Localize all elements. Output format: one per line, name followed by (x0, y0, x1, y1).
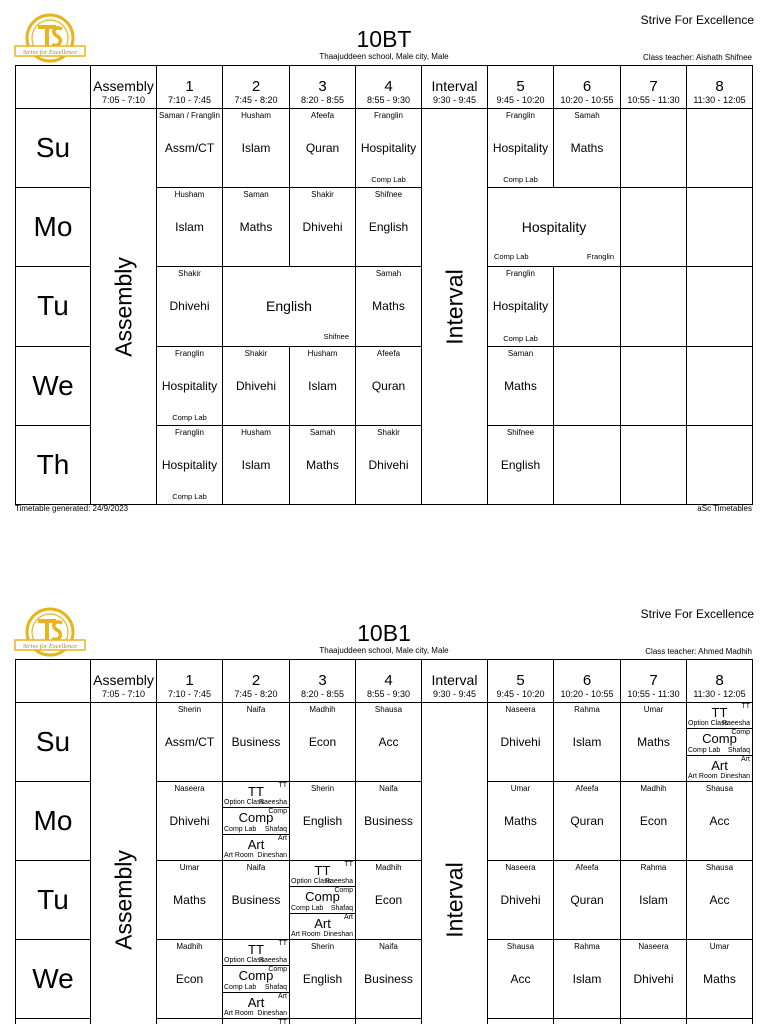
empty-cell (687, 425, 753, 504)
option-art[interactable]: Art Art Art Room Dineshan (224, 992, 287, 1017)
header-corner (16, 66, 91, 109)
lesson-cell[interactable]: Saman Maths (488, 346, 554, 425)
lesson-cell[interactable]: Naifa Business (356, 782, 422, 861)
lesson-cell[interactable]: Umar Maths (157, 861, 223, 940)
option-block-cell[interactable] (290, 861, 356, 940)
header-corner (16, 660, 91, 703)
generated-date: Timetable generated: 24/9/2023 (15, 504, 129, 513)
period-header-interval: Interval 9:30 - 9:45 (422, 66, 488, 109)
lesson-cell[interactable]: Naseera Dhivehi (488, 703, 554, 782)
lesson-cell[interactable]: Afeefa Quran (356, 346, 422, 425)
lesson-cell[interactable]: Shausa Acc (687, 782, 753, 861)
motto-text: Strive For Excellence (640, 607, 754, 621)
svg-text:Strive for Excellence: Strive for Excellence (22, 49, 78, 56)
day-label: Tu (16, 267, 91, 346)
timetable-sheet-10b1 (0, 594, 768, 1024)
lesson-cell[interactable]: Naifa Business (223, 861, 290, 940)
empty-cell (554, 346, 621, 425)
assembly-column: Assembly (91, 703, 157, 1024)
lesson-cell[interactable]: Shausa Acc (356, 703, 422, 782)
option-tt[interactable]: TT (278, 1019, 287, 1024)
day-label: We (16, 940, 91, 1019)
day-label: Tu (16, 861, 91, 940)
interval-column: Interval (422, 703, 488, 1024)
lesson-cell[interactable]: Saman / Franglin Assm/CT (157, 109, 223, 188)
period-header-1: 1 7:10 - 7:45 (157, 66, 223, 109)
day-label: Su (16, 703, 91, 782)
svg-text:Strive for Excellence: Strive for Excellence (22, 643, 78, 650)
lesson-cell[interactable]: Naseera Dhivehi (621, 940, 687, 1019)
period-header-3: 3 8:20 - 8:55 (290, 66, 356, 109)
day-label: Su (16, 109, 91, 188)
lesson-cell[interactable]: Madhih Econ (157, 940, 223, 1019)
empty-cell (687, 188, 753, 267)
lesson-cell[interactable]: Umar Maths (488, 782, 554, 861)
period-header-7: 7 10:55 - 11:30 (621, 66, 687, 109)
empty-cell (621, 188, 687, 267)
lesson-cell[interactable]: Sherin English (290, 940, 356, 1019)
empty-cell (687, 109, 753, 188)
empty-cell (621, 109, 687, 188)
lesson-cell[interactable]: Samah Maths (290, 425, 356, 504)
option-comp[interactable]: Comp Comp Comp Lab Shafaq (224, 808, 287, 833)
option-tt[interactable]: TT TT Option Class Raeesha (291, 861, 353, 886)
lesson-cell[interactable]: Samah Maths (554, 109, 621, 188)
period-header-7: 7 10:55 - 11:30 (621, 660, 687, 703)
day-label: We (16, 346, 91, 425)
day-row-su (16, 703, 753, 782)
lesson-cell[interactable]: Naifa Business (356, 940, 422, 1019)
lesson-cell[interactable]: Saman Maths (223, 188, 290, 267)
period-header-2: 2 7:45 - 8:20 (223, 66, 290, 109)
class-title: 10BT (356, 26, 412, 52)
option-comp[interactable]: Comp Comp Comp Lab Shafaq (224, 966, 287, 991)
class-title: 10B1 (357, 620, 411, 646)
lesson-cell[interactable]: Samah Maths (356, 267, 422, 346)
lesson-cell[interactable]: Madhih Econ (356, 861, 422, 940)
empty-cell (621, 346, 687, 425)
lesson-cell[interactable]: Naseera Dhivehi (488, 861, 554, 940)
lesson-cell[interactable]: Husham Islam (290, 346, 356, 425)
period-header-interval: Interval 9:30 - 9:45 (422, 660, 488, 703)
option-art[interactable]: Art Art Art Room Dineshan (688, 755, 750, 780)
school-name: Thaajuddeen school, Male city, Male (319, 646, 449, 655)
option-block-cell[interactable] (223, 1019, 290, 1024)
empty-cell (621, 425, 687, 504)
period-header-8: 8 11:30 - 12:05 (687, 66, 753, 109)
lesson-cell[interactable]: Madhih Econ (290, 703, 356, 782)
period-header-5: 5 9:45 - 10:20 (488, 660, 554, 703)
period-header-assembly: Assembly 7:05 - 7:10 (91, 660, 157, 703)
option-art[interactable]: Art Art Art Room Dineshan (224, 834, 287, 859)
period-header-3: 3 8:20 - 8:55 (290, 660, 356, 703)
period-header-6: 6 10:20 - 10:55 (554, 660, 621, 703)
period-header-4: 4 8:55 - 9:30 (356, 66, 422, 109)
option-tt[interactable]: TT TT Option Class Raeesha (224, 782, 287, 807)
lesson-cell[interactable]: Franglin Hospitality Comp Lab (157, 346, 223, 425)
school-name: Thaajuddeen school, Male city, Male (319, 52, 449, 61)
lesson-cell-double[interactable]: English Shifnee (223, 267, 356, 346)
lesson-cell[interactable]: Sherin Assm/CT (157, 703, 223, 782)
lesson-cell[interactable]: Husham Islam (157, 188, 223, 267)
lesson-cell[interactable] (356, 1019, 422, 1024)
class-teacher: Class teacher: Aishath Shifnee (643, 53, 752, 62)
lesson-cell[interactable]: Shakir Dhivehi (223, 346, 290, 425)
lesson-cell[interactable]: Naseera Dhivehi (157, 782, 223, 861)
lesson-cell[interactable]: Naifa Business (223, 703, 290, 782)
empty-cell (554, 425, 621, 504)
lesson-cell[interactable] (554, 1019, 621, 1024)
option-block-cell[interactable] (687, 703, 753, 782)
software-credit: aSc Timetables (697, 504, 752, 513)
lesson-cell[interactable]: Husham Islam (223, 109, 290, 188)
option-tt[interactable]: TT TT Option Class Raeesha (688, 703, 750, 728)
lesson-cell[interactable]: Rahma Islam (554, 940, 621, 1019)
lesson-cell[interactable]: Shifnee English (356, 188, 422, 267)
interval-column: Interval (422, 109, 488, 505)
class-teacher: Class teacher: Ahmed Madhih (645, 647, 752, 656)
lesson-cell[interactable]: Franglin Hospitality Comp Lab (157, 425, 223, 504)
day-label: Mo (16, 188, 91, 267)
option-art[interactable]: Art Art Art Room Dineshan (291, 913, 353, 938)
timetable-grid (15, 65, 753, 505)
lesson-cell[interactable]: Franglin Hospitality Comp Lab (488, 109, 554, 188)
period-header-assembly: Assembly 7:05 - 7:10 (91, 66, 157, 109)
lesson-cell[interactable]: Shakir Dhivehi (290, 188, 356, 267)
lesson-cell[interactable]: Afeefa Quran (554, 782, 621, 861)
lesson-cell[interactable]: Shifnee English (488, 425, 554, 504)
lesson-cell[interactable]: Shakir Dhivehi (157, 267, 223, 346)
option-block-cell[interactable] (223, 940, 290, 1019)
lesson-cell[interactable]: Umar Maths (621, 703, 687, 782)
period-header-6: 6 10:20 - 10:55 (554, 66, 621, 109)
period-header-5: 5 9:45 - 10:20 (488, 66, 554, 109)
assembly-column: Assembly (91, 109, 157, 505)
lesson-cell[interactable]: Sherin English (290, 782, 356, 861)
empty-cell (621, 267, 687, 346)
day-label: Th (16, 425, 91, 504)
lesson-cell[interactable]: Afeefa Quran (290, 109, 356, 188)
lesson-cell[interactable]: Shausa Acc (488, 940, 554, 1019)
day-label (16, 1019, 91, 1024)
empty-cell (554, 267, 621, 346)
period-header-row (16, 660, 753, 703)
empty-cell (687, 346, 753, 425)
lesson-cell-double[interactable]: Hospitality Comp Lab Franglin (488, 188, 621, 267)
period-header-2: 2 7:45 - 8:20 (223, 660, 290, 703)
lesson-cell[interactable] (488, 1019, 554, 1024)
lesson-cell[interactable]: Franglin Hospitality Comp Lab (356, 109, 422, 188)
period-header-row (16, 66, 753, 109)
lesson-cell[interactable] (687, 1019, 753, 1024)
period-header-1: 1 7:10 - 7:45 (157, 660, 223, 703)
lesson-cell[interactable]: Rahma Islam (554, 703, 621, 782)
lesson-cell[interactable] (290, 1019, 356, 1024)
option-tt[interactable]: TT TT Option Class Raeesha (224, 940, 287, 965)
period-header-8: 8 11:30 - 12:05 (687, 660, 753, 703)
empty-cell (687, 267, 753, 346)
timetable-grid (15, 659, 753, 1024)
lesson-cell[interactable]: Umar Maths (687, 940, 753, 1019)
day-row-su (16, 109, 753, 188)
lesson-cell[interactable]: Rahma Islam (621, 861, 687, 940)
period-header-4: 4 8:55 - 9:30 (356, 660, 422, 703)
motto-text: Strive For Excellence (640, 13, 754, 27)
lesson-cell[interactable]: Franglin Hospitality Comp Lab (488, 267, 554, 346)
lesson-cell[interactable] (157, 1019, 223, 1024)
lesson-cell[interactable] (621, 1019, 687, 1024)
lesson-cell[interactable]: Madhih Econ (621, 782, 687, 861)
lesson-cell[interactable]: Shausa Acc (687, 861, 753, 940)
option-block-cell[interactable] (223, 782, 290, 861)
lesson-cell[interactable]: Afeefa Quran (554, 861, 621, 940)
option-comp[interactable]: Comp Comp Comp Lab Shafaq (688, 729, 750, 754)
option-comp[interactable]: Comp Comp Comp Lab Shafaq (291, 887, 353, 912)
day-label: Mo (16, 782, 91, 861)
lesson-cell[interactable]: Shakir Dhivehi (356, 425, 422, 504)
lesson-cell[interactable]: Husham Islam (223, 425, 290, 504)
